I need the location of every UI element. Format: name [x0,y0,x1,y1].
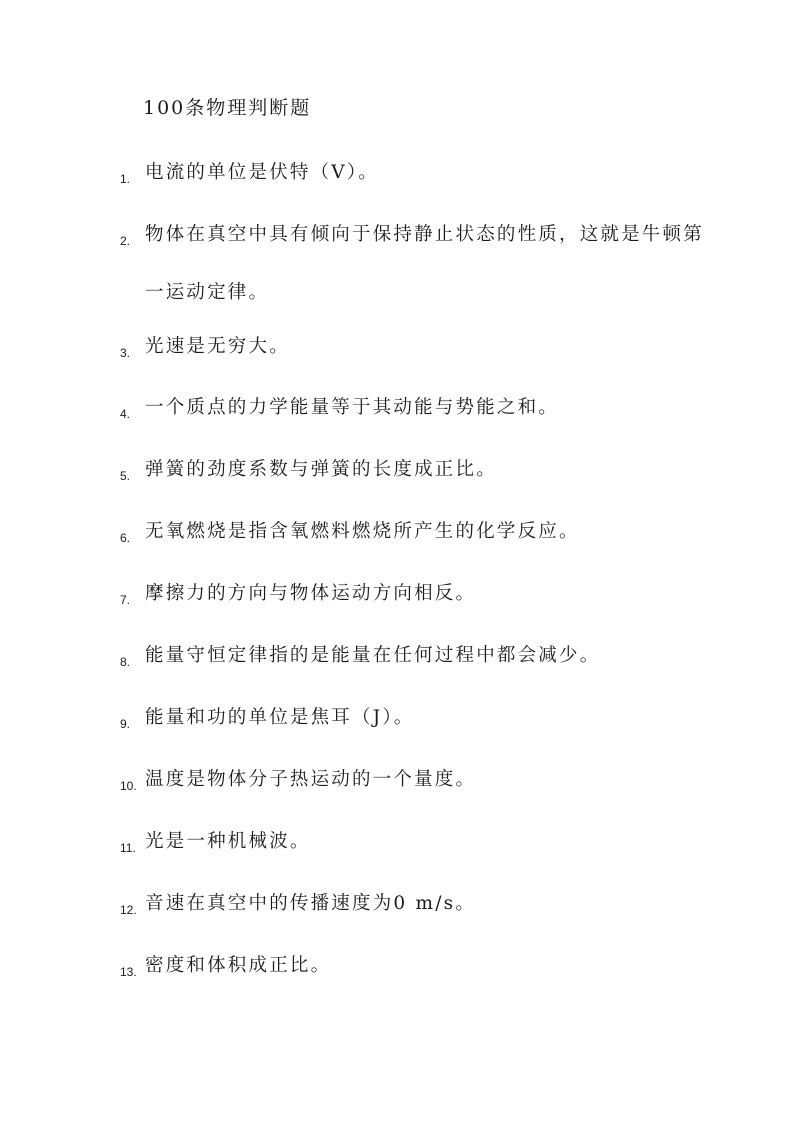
item-number: 13. [120,965,137,979]
item-number: 12. [120,903,137,917]
item-text: 电流的单位是伏特（V）。 [145,162,380,183]
item-text: 物体在真空中具有倾向于保持静止状态的性质，这就是牛顿第一运动定律。 [145,224,704,303]
item-number: 9. [120,717,131,731]
item-text: 能量和功的单位是焦耳（J）。 [145,707,415,728]
item-text: 光是一种机械波。 [145,831,311,852]
item-number: 6. [120,531,131,545]
item-text: 音速在真空中的传播速度为0 m/s。 [145,893,477,914]
item-text: 摩擦力的方向与物体运动方向相反。 [145,583,477,604]
item-number: 7. [120,593,131,607]
document-title: 100条物理判断题 [143,97,312,119]
item-text: 光速是无穷大。 [145,336,290,357]
item-text: 温度是物体分子热运动的一个量度。 [145,769,477,790]
item-number: 3. [120,346,131,360]
item-text: 密度和体积成正比。 [145,955,332,976]
item-text: 能量守恒定律指的是能量在任何过程中都会减少。 [145,645,601,666]
item-number: 1. [120,172,131,186]
item-number: 2. [120,234,131,248]
item-text: 一个质点的力学能量等于其动能与势能之和。 [145,397,560,418]
item-number: 8. [120,655,131,669]
item-text: 弹簧的劲度系数与弹簧的长度成正比。 [145,459,497,480]
item-text: 无氧燃烧是指含氧燃料燃烧所产生的化学反应。 [145,521,580,542]
item-number: 11. [120,841,136,855]
item-number: 5. [120,469,131,483]
item-number: 10. [120,779,137,793]
item-number: 4. [120,407,131,421]
